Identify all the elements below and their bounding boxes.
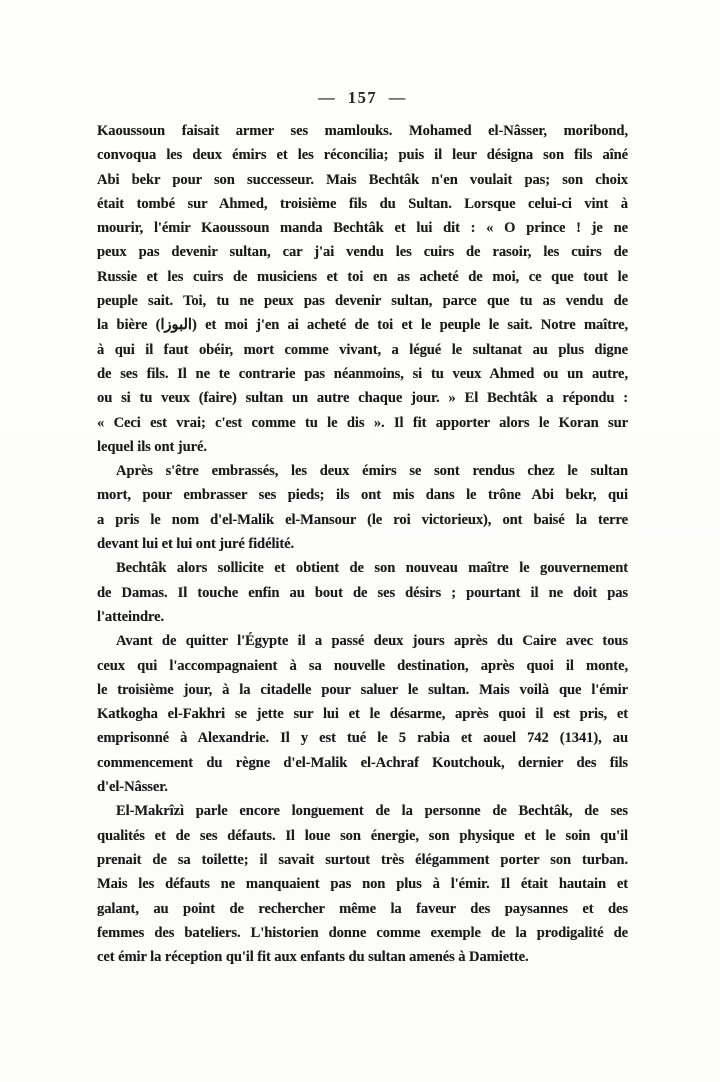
text-line: devant lui et lui ont juré fidélité. [97,536,295,553]
text-line: ceux qui l'accompagnaient à sa nouvelle destination, après quoi il monte, [97,657,628,674]
paragraph [97,629,628,799]
text-line: « Ceci est vrai; c'est comme tu le dis ». Il fit apporter alors le Koran sur [97,414,628,431]
text-block [97,119,628,969]
text-line: de Damas. Il touche enfin au bout de ses désirs ; pourtant il ne doit pas [97,584,628,601]
text-line: Bechtâk alors sollicite et obtient de son nouveau maître le gouvernement [116,560,628,577]
text-line: était tombé sur Ahmed, troisième fils du Sultan. Lorsque celui-ci vint à [97,195,628,212]
text-line: d'el-Nâsser. [97,779,168,796]
text-line: cet émir la réception qu'il fit aux enfants du sultan amenés à Damiette. [97,949,529,966]
text-line: Mais les défauts ne manquaient pas non plus à l'émir. Il était hautain et [97,876,628,893]
paragraph [97,799,628,969]
text-line: lequel ils ont juré. [97,438,207,455]
text-line: de ses fils. Il ne te contrarie pas néanmoins, si tu veux Ahmed ou un autre, [97,365,628,382]
text-line: El-Makrîzì parle encore longuement de la personne de Bechtâk, de ses [116,803,628,820]
text-line: le troisième jour, à la citadelle pour saluer le sultan. Mais voilà que l'émir [97,681,628,698]
text-line: Après s'être embrassés, les deux émirs se sont rendus chez le sultan [116,463,628,480]
text-line: Russie et les cuirs de musiciens et toi en as acheté de moi, ce que tout le [97,268,628,285]
text-line: à qui il faut obéir, mort comme vivant, a légué le sultanat au plus digne [97,341,628,358]
text-line: prenait de sa toilette; il savait surtout très élégamment porter son turban. [97,851,628,868]
paragraph [97,119,628,459]
text-line: galant, au point de rechercher même la faveur des paysannes et des [97,900,628,917]
paragraph [97,556,628,629]
text-line: commencement du règne d'el-Malik el-Achraf Koutchouk, dernier des fils [97,754,628,771]
text-line: ou si tu veux (faire) sultan un autre chaque jour. » El Bechtâk a répondu : [97,390,628,407]
text-line: l'atteindre. [97,608,165,625]
text-line: mort, pour embrasser ses pieds; ils ont mis dans le trône Abi bekr, qui [97,487,628,504]
text-line: emprisonné à Alexandrie. Il y est tué le 5 rabia et aouel 742 (1341), au [97,730,628,747]
text-line: Katkogha el-Fakhri se jette sur lui et le désarme, après quoi il est pris, et [97,706,628,723]
text-line: peuple sait. Toi, tu ne peux pas devenir sultan, parce que tu as vendu de [97,293,628,310]
text-line: qualités et de ses défauts. Il loue son énergie, son physique et le soin qu'il [97,827,628,844]
text-line: convoqua les deux émirs et les réconcilia; puis il leur désigna son fils aîné [97,147,628,164]
page-number: — 157 — [318,88,407,107]
text-line: la bière (البوزا) et moi j'en ai acheté de toi et le peuple le sait. Notre maître, [97,317,628,334]
text-line: Avant de quitter l'Égypte il a passé deux jours après du Caire avec tous [116,633,628,650]
text-line: peux pas devenir sultan, car j'ai vendu les cuirs de rasoir, les cuirs de [97,244,628,261]
paragraph [97,459,628,556]
text-line: Kaoussoun faisait armer ses mamlouks. Mohamed el-Nâsser, moribond, [97,123,628,139]
text-line: femmes des bateliers. L'historien donne comme exemple de la prodigalité de [97,924,628,941]
text-line: Abi bekr pour son successeur. Mais Bechtâk n'en voulait pas; son choix [97,171,628,188]
text-line: a pris le nom d'el-Malik el-Mansour (le roi victorieux), ont baisé la terre [97,511,628,528]
text-line: mourir, l'émir Kaoussoun manda Bechtâk et lui dit : « O prince ! je ne [97,220,628,237]
